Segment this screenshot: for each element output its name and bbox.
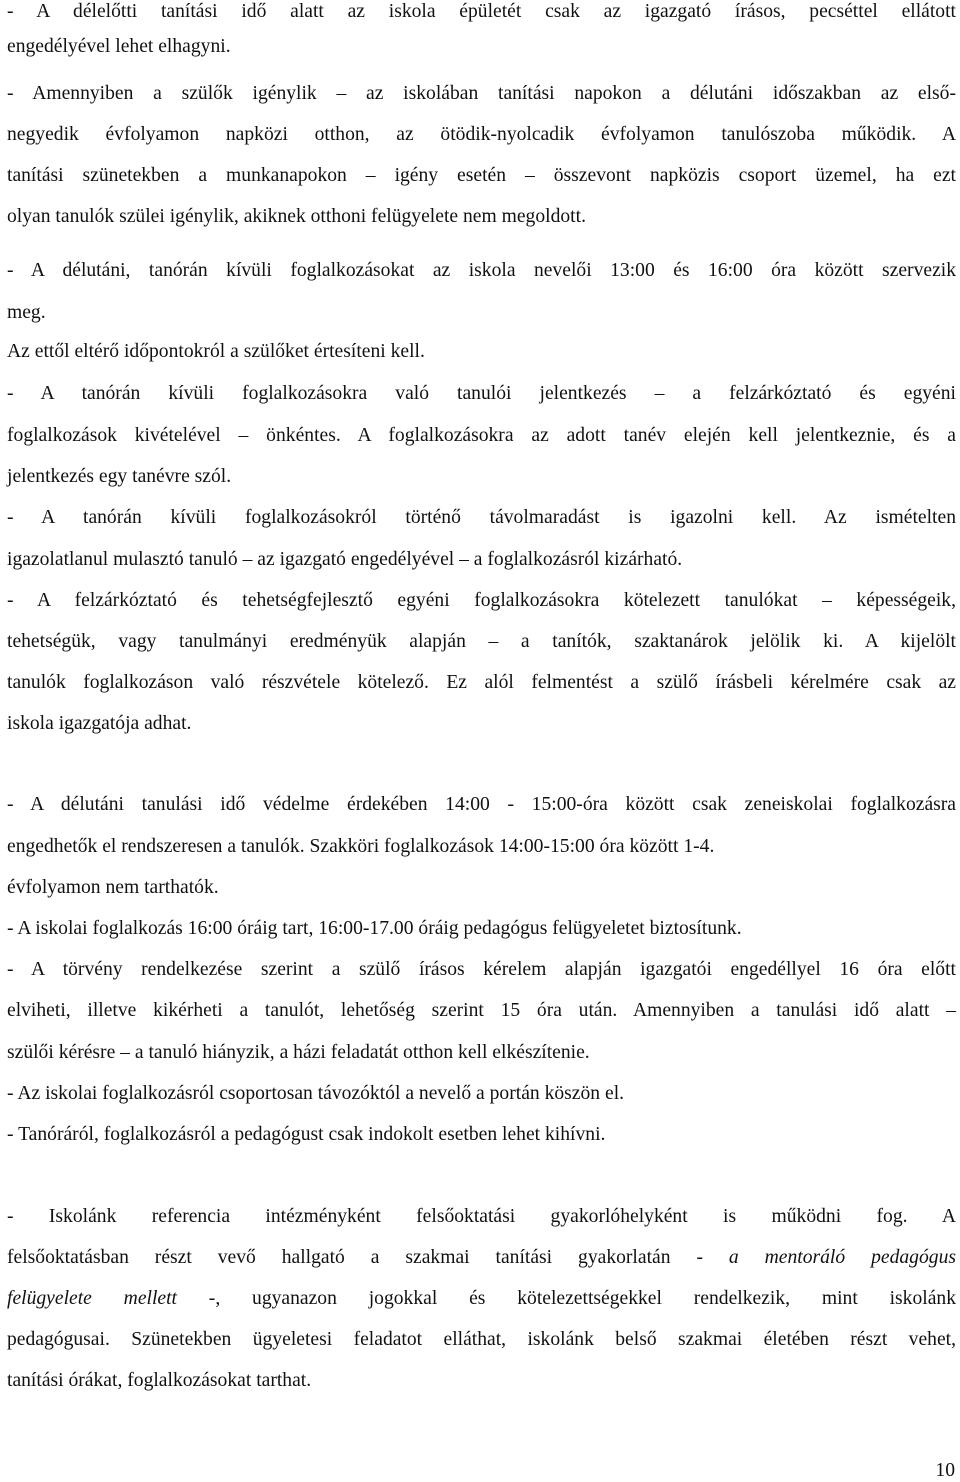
text-line: - A felzárkóztató és tehetségfejlesztő egyéni foglalkozásokra kötelezett tanulókat – képességeik,	[7, 590, 956, 611]
text-line: évfolyamon nem tarthatók.	[7, 877, 219, 898]
text-line: iskola igazgatója adhat.	[7, 713, 192, 734]
page-number: 10	[935, 1460, 955, 1481]
text-line: - A tanórán kívüli foglalkozásokra való tanulói jelentkezés – a felzárkóztató és egyéni	[7, 383, 956, 404]
text-line	[7, 1287, 956, 1311]
text-line: - Az iskolai foglalkozásról csoportosan távozóktól a nevelő a portán köszön el.	[7, 1083, 625, 1104]
italic-text-segment: a mentoráló pedagógus	[728, 1247, 956, 1268]
text-line: - Amennyiben a szülők igénylik – az iskolában tanítási napokon a délutáni időszakban az első-	[7, 83, 956, 104]
text-line: Az ettől eltérő időpontokról a szülőket értesíteni kell.	[7, 341, 425, 362]
text-line: jelentkezés egy tanévre szól.	[7, 466, 232, 487]
text-line: tanítási órákat, foglalkozásokat tarthat.	[7, 1370, 312, 1391]
text-line: olyan tanulók szülei igénylik, akiknek otthoni felügyelete nem megoldott.	[7, 206, 586, 227]
text-line: negyedik évfolyamon napközi otthon, az ötödik-nyolcadik évfolyamon tanulószoba működik. A	[7, 124, 956, 145]
italic-text-segment: felügyelete mellett	[7, 1288, 177, 1309]
text-line: igazolatlanul mulasztó tanuló – az igazgató engedélyével – a foglalkozásról kizárható.	[7, 549, 683, 570]
text-line: - Iskolánk referencia intézményként felsőoktatási gyakorlóhelyként is működni fog. A	[7, 1206, 956, 1227]
text-line: - A törvény rendelkezése szerint a szülő írásos kérelem alapján igazgatói engedéllyel 16 óra előtt	[7, 959, 956, 980]
text-segment: felsőoktatásban részt vevő hallgató a szakmai tanítási gyakorlatán -	[7, 1247, 729, 1268]
text-line: - A tanórán kívüli foglalkozásokról történő távolmaradást is igazolni kell. Az ismételten	[7, 507, 956, 528]
text-line: tanítási szünetekben a munkanapokon – igény esetén – összevont napközis csoport üzemel, ha ezt	[7, 165, 956, 186]
text-line: elviheti, illetve kikérheti a tanulót, lehetőség szerint 15 óra után. Amennyiben a tanulási idő alatt –	[7, 1000, 956, 1021]
text-line: meg.	[7, 302, 46, 323]
text-line: - A délutáni tanulási idő védelme érdekében 14:00 - 15:00-óra között csak zeneiskolai foglalkozásra	[7, 794, 956, 815]
text-segment: -, ugyanazon jogokkal és kötelezettségekkel rendelkezik, mint iskolánk	[176, 1288, 956, 1309]
text-line: engedhetők el rendszeresen a tanulók. Szakköri foglalkozások 14:00-15:00 óra között 1-4.	[7, 836, 715, 857]
text-line: - A délutáni, tanórán kívüli foglalkozásokat az iskola nevelői 13:00 és 16:00 óra között szervezik	[7, 260, 956, 281]
text-line: - A délelőtti tanítási idő alatt az iskola épületét csak az igazgató írásos, pecséttel ellátott	[7, 1, 956, 22]
text-line: foglalkozások kivételével – önkéntes. A foglalkozásokra az adott tanév elején kell jelentkeznie, és a	[7, 425, 956, 446]
text-line: - A iskolai foglalkozás 16:00 óráig tart, 16:00-17.00 óráig pedagógus felügyeletet biztosítunk.	[7, 918, 742, 939]
text-line: pedagógusai. Szünetekben ügyeletesi feladatot elláthat, iskolánk belső szakmai életében részt vehet,	[7, 1329, 956, 1350]
text-line	[7, 1246, 956, 1270]
text-line: szülői kérésre – a tanuló hiányzik, a házi feladatát otthon kell elkészítenie.	[7, 1042, 590, 1063]
text-line: tanulók foglalkozáson való részvétele kötelező. Ez alól felmentést a szülő írásbeli kérelmére csak az	[7, 672, 956, 693]
text-line: - Tanóráról, foglalkozásról a pedagógust csak indokolt esetben lehet kihívni.	[7, 1124, 606, 1145]
text-line: tehetségük, vagy tanulmányi eredményük alapján – a tanítók, szaktanárok jelölik ki. A kijelölt	[7, 631, 956, 652]
text-line: engedélyével lehet elhagyni.	[7, 36, 231, 57]
